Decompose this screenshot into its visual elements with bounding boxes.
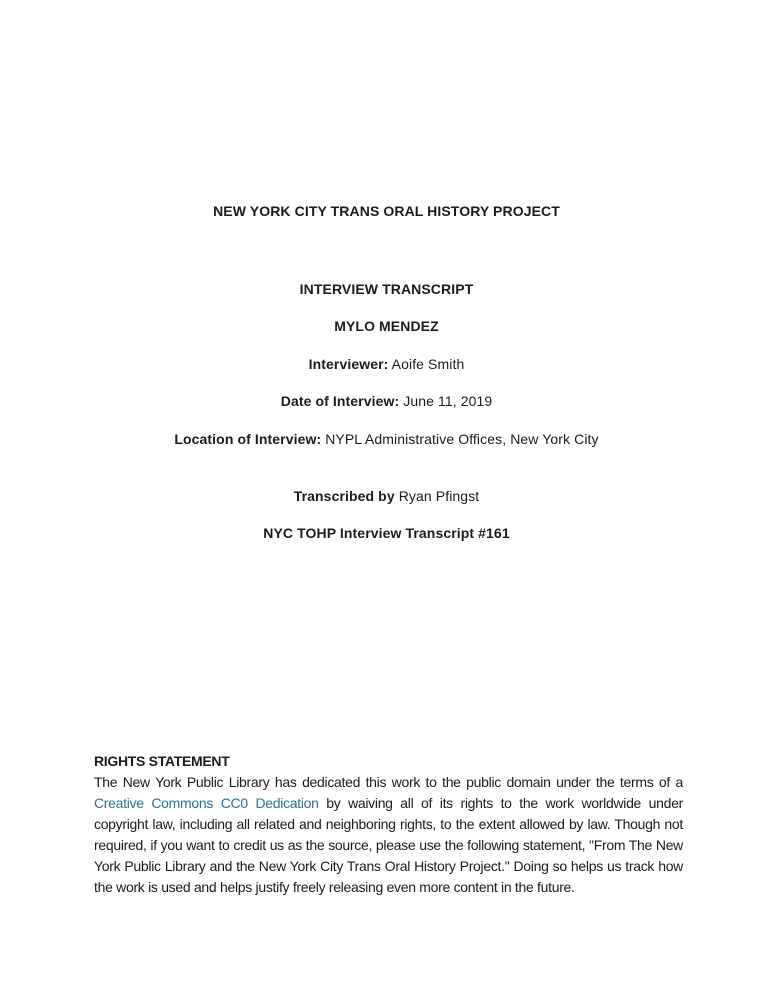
transcriber-label: Transcribed by bbox=[293, 488, 395, 504]
project-title: NEW YORK CITY TRANS ORAL HISTORY PROJECT bbox=[213, 203, 560, 219]
creative-commons-cc0-link[interactable]: Creative Commons CC0 Dedication bbox=[94, 795, 319, 811]
location-value: NYPL Administrative Offices, New York City bbox=[321, 431, 599, 447]
rights-text-before-link: The New York Public Library has dedicated this work to the public domain under the terms of a bbox=[94, 774, 683, 790]
rights-statement-heading: RIGHTS STATEMENT bbox=[94, 753, 230, 769]
rights-statement-section bbox=[94, 751, 683, 898]
date-of-interview-line bbox=[0, 392, 773, 410]
transcriber-line bbox=[0, 487, 773, 505]
rights-text-after-link: by waiving all of its rights to the work worldwide under copyright law, including all related and neighboring rights, to the extent allowed by law. Though not required, if you want to credit us as the source, please use the following statement, "From The New York Public Library and the New York City Trans Oral History Project." Doing so helps us track how the work is used and helps justify freely releasing even more content in the future. bbox=[94, 795, 683, 895]
transcriber-value: Ryan Pfingst bbox=[394, 488, 480, 504]
interviewer-line bbox=[0, 355, 773, 373]
rights-statement-paragraph bbox=[94, 772, 683, 898]
interviewer-value: Aoife Smith bbox=[388, 356, 465, 372]
location-label: Location of Interview: bbox=[174, 431, 322, 447]
document-subtitle: INTERVIEW TRANSCRIPT bbox=[299, 281, 474, 297]
date-label: Date of Interview: bbox=[280, 393, 400, 409]
transcript-number: NYC TOHP Interview Transcript #161 bbox=[263, 525, 510, 541]
location-of-interview-line bbox=[0, 430, 773, 448]
date-value: June 11, 2019 bbox=[399, 393, 493, 409]
interviewer-label: Interviewer: bbox=[308, 356, 389, 372]
interviewee-name: MYLO MENDEZ bbox=[334, 318, 439, 334]
